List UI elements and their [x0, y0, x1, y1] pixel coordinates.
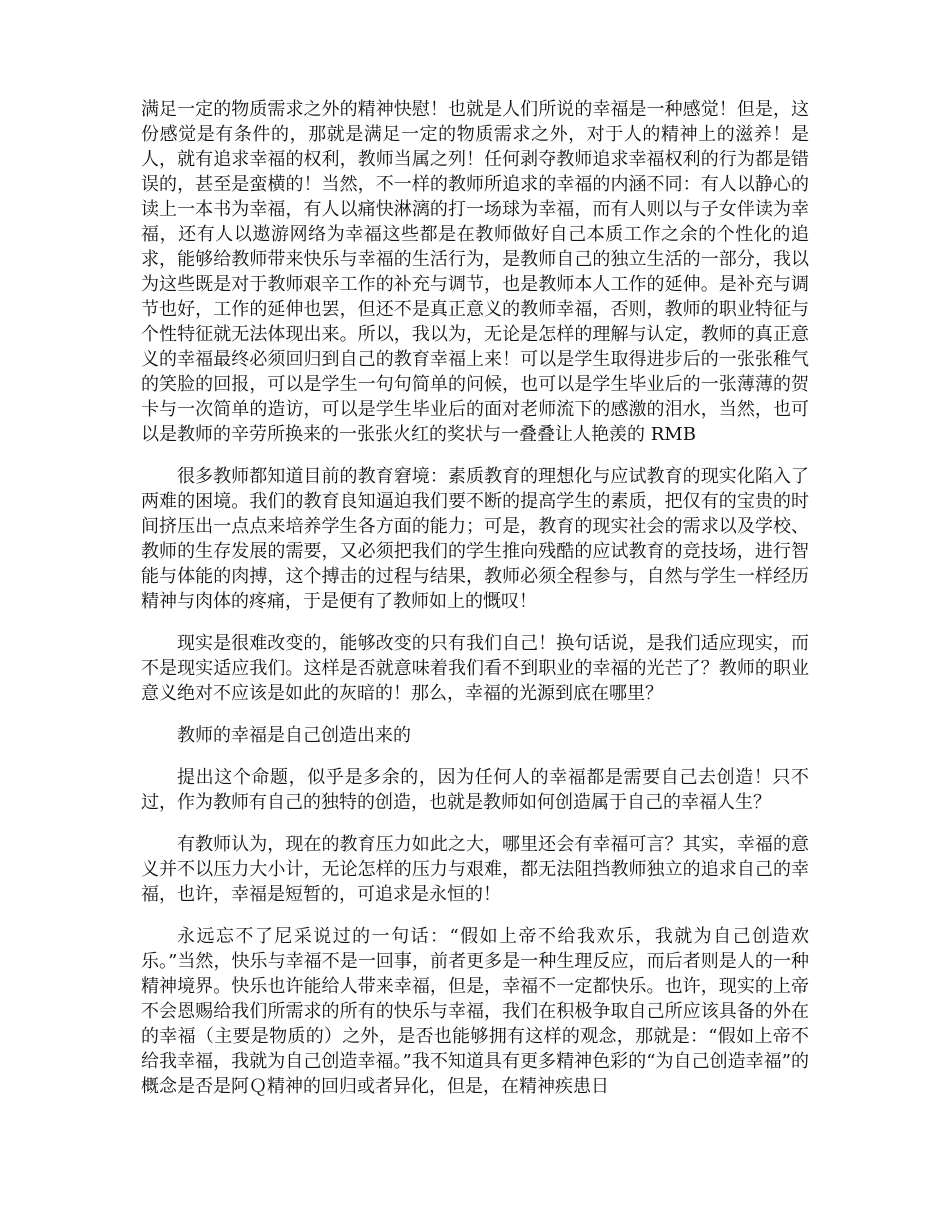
paragraph-6: 永远忘不了尼采说过的一句话：“假如上帝不给我欢乐，我就为自己创造欢乐。”当然，快乐与幸福不是一回事，前者更多是一种生理反应，而后者则是人的一种精神境界。快乐也许能给人带来幸福，但是，幸福不一定都快乐。也许，现实的上帝不会恩赐给我们所需求的所有的快乐与幸福，我们在积极争取自己所应该具备的外在的幸福（主要是物质的）之外，是否也能够拥有这样的观念，那就是：“假如上帝不给我幸福，我就为自己创造幸福。”我不知道具有更多精神色彩的“为自己创造幸福”的概念是否是阿Ｑ精神的回归或者异化，但是，在精神疾患日 [141, 926, 809, 1097]
paragraph-4: 提出这个命题，似乎是多余的，因为任何人的幸福都是需要自己去创造！只不过，作为教师有自己的独特的创造，也就是教师如何创造属于自己的幸福人生？ [141, 767, 809, 813]
paragraph-2: 很多教师都知道目前的教育窘境：素质教育的理想化与应试教育的现实化陷入了两难的困境。我们的教育良知逼迫我们要不断的提高学生的素质，把仅有的宝贵的时间挤压出一点点来培养学生各方面的能力；可是，教育的现实社会的需求以及学校、教师的生存发展的需要，又必须把我们的学生推向残酷的应试教育的竞技场，进行智能与体能的肉搏，这个搏击的过程与结果，教师必须全程参与，自然与学生一样经历精神与肉体的疼痛，于是便有了教师如上的慨叹！ [141, 466, 809, 612]
section-heading: 教师的幸福是自己创造出来的 [177, 725, 411, 746]
paragraph-1: 满足一定的物质需求之外的精神快慰！也就是人们所说的幸福是一种感觉！但是，这份感觉是有条件的，那就是满足一定的物质需求之外，对于人的精神上的滋养！是人，就有追求幸福的权利，教师当属之列！任何剥夺教师追求幸福权利的行为都是错误的，甚至是蛮横的！当然，不一样的教师所追求的幸福的内涵不同：有人以静心的读上一本书为幸福，有人以痛快淋漓的打一场球为幸福，而有人则以与子女伴读为幸福，还有人以遨游网络为幸福这些都是在教师做好自己本质工作之余的个性化的追求，能够给教师带来快乐与幸福的生活行为，是教师自己的独立生活的一部分，我以为这些既是对于教师艰辛工作的补充与调节，也是教师本人工作的延伸。是补充与调节也好，工作的延伸也罢，但还不是真正意义的教师幸福，否则，教师的职业特征与个性特征就无法体现出来。所以，我以为，无论是怎样的理解与认定，教师的真正意义的幸福最终必须回归到自己的教育幸福上来！可以是学生取得进步后的一张张稚气的笑脸的回报，可以是学生一句句简单的问候，也可以是学生毕业后的一张薄薄的贺卡与一次简单的造访，可以是学生毕业后的面对老师流下的感激的泪水，当然，也可以是教师的辛劳所换来的一张张火红的奖状与一叠叠让人艳羡的 RMB [141, 99, 809, 445]
paragraph-5: 有教师认为，现在的教育压力如此之大，哪里还会有幸福可言？其实，幸福的意义并不以压力大小计，无论怎样的压力与艰难，都无法阻挡教师独立的追求自己的幸福，也许，幸福是短暂的，可追求是永恒的！ [141, 834, 809, 905]
document-body [141, 97, 809, 1116]
paragraph-3: 现实是很难改变的，能够改变的只有我们自己！换句话说，是我们适应现实，而不是现实适应我们。这样是否就意味着我们看不到职业的幸福的光芒了？教师的职业意义绝对不应该是如此的灰暗的！那么，幸福的光源到底在哪里？ [141, 633, 809, 704]
